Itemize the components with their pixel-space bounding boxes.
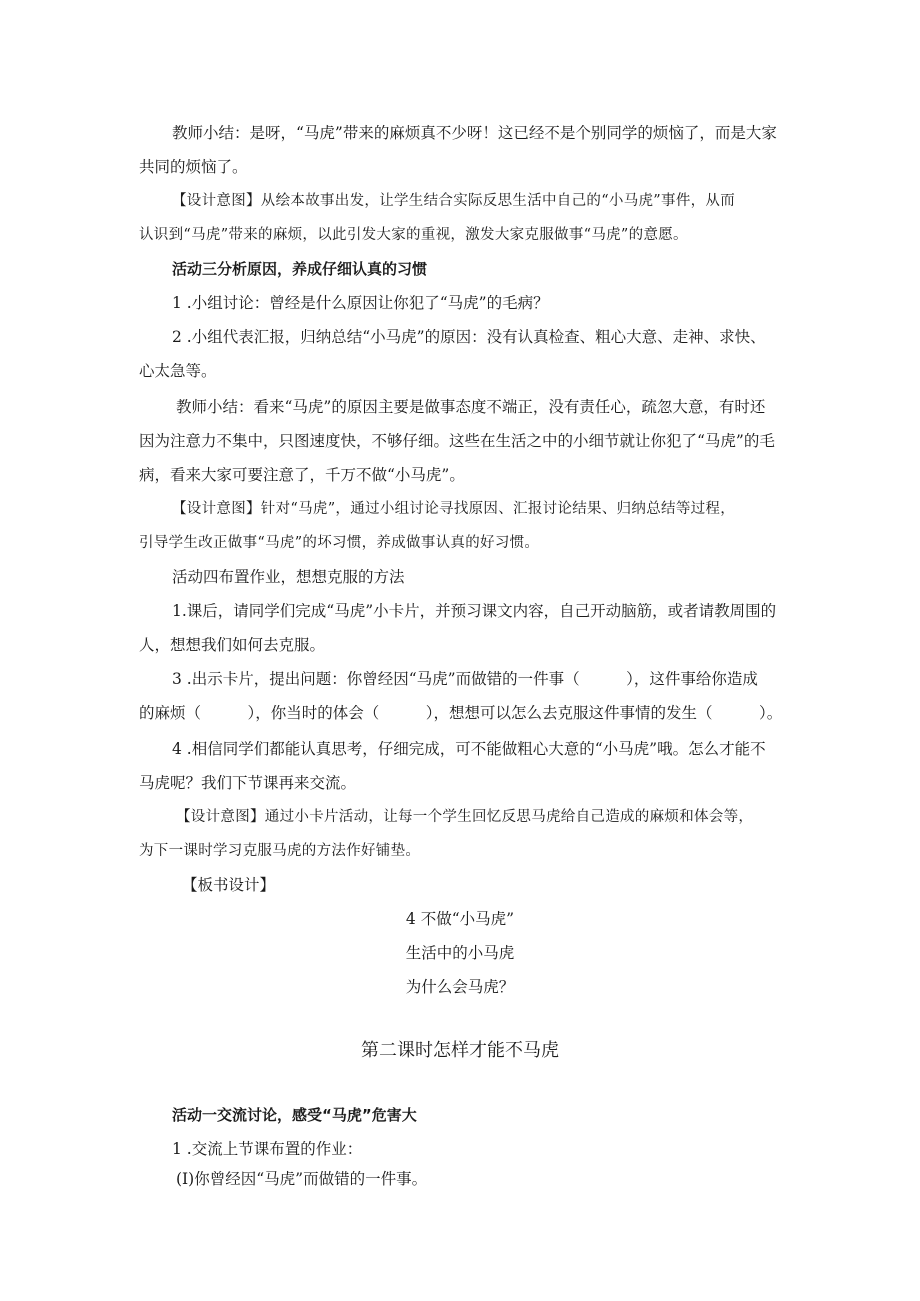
activity-4-item-1-line2: 人，想想我们如何去克服。 (139, 636, 326, 654)
lesson-2-title: 第二课时怎样才能不马虎 (361, 1040, 559, 1061)
design-intent-1-line1: 【设计意图】从绘本故事出发，让学生结合实际反思生活中自己的“小马虎”事件，从而 (172, 193, 736, 209)
board-title: 4 不做“小马虎” (405, 910, 515, 928)
activity-4-item-1-line1: 1.课后，请同学们完成“马虎”小卡片，并预习课文内容，自己开动脑筋，或者请教周围的 (172, 602, 777, 620)
lesson-2-item-1-sub: (I)你曾经因“马虎”而做错的一件事。 (176, 1170, 428, 1188)
activity-3-item-2-line1: 2 .小组代表汇报，归纳总结“小马虎”的原因：没有认真检查、粗心大意、走神、求快、 (172, 328, 766, 346)
activity-3-item-2-line2: 心太急等。 (139, 362, 217, 380)
activity-4-item-3-line1: 3 .出示卡片，提出问题：你曾经因“马虎”而做错的一件事（ ），这件事给你造成 (172, 670, 758, 688)
teacher-summary-2-line2: 因为注意力不集中，只图速度快，不够仔细。这些在生活之中的小细节就让你犯了“马虎”的毛 (139, 432, 775, 450)
teacher-summary-1-line2: 共同的烦恼了。 (139, 158, 248, 176)
design-intent-2-line2: 引导学生改正做事“马虎”的坏习惯，养成做事认真的好习惯。 (139, 535, 540, 551)
teacher-summary-2-line1: 教师小结：看来“马虎”的原因主要是做事态度不端正，没有责任心，疏忽大意，有时还 (176, 398, 766, 416)
activity-3-item-1: 1 .小组讨论：曾经是什么原因让你犯了“马虎”的毛病？ (172, 294, 549, 312)
activity-4-item-4-line2: 马虎呢？我们下节课再来交流。 (139, 774, 357, 792)
lesson-2-item-1: 1 .交流上节课布置的作业： (172, 1140, 363, 1158)
activity-4-item-4-line1: 4 .相信同学们都能认真思考，仔细完成，可不能做粗心大意的“小马虎”哦。怎么才能不 (172, 740, 766, 758)
design-intent-3-line2: 为下一课时学习克服马虎的方法作好铺垫。 (139, 843, 421, 859)
teacher-summary-1-line1: 教师小结：是呀，“马虎”带来的麻烦真不少呀！这已经不是个别同学的烦恼了，而是大家 (172, 124, 777, 142)
board-line-1: 生活中的小马虎 (405, 944, 515, 962)
design-intent-3-line1: 【设计意图】通过小卡片活动，让每一个学生回忆反思马虎给自己造成的麻烦和体会等， (176, 809, 754, 825)
lesson-2-activity-1-heading: 活动一交流讨论，感受“马虎”危害大 (172, 1106, 417, 1124)
board-line-2: 为什么会马虎？ (405, 978, 515, 996)
teacher-summary-2-line3: 病，看来大家可要注意了，千万不做“小马虎”。 (139, 466, 465, 484)
activity-3-heading: 活动三分析原因，养成仔细认真的习惯 (172, 260, 428, 278)
design-intent-2-line1: 【设计意图】针对“马虎”，通过小组讨论寻找原因、汇报讨论结果、归纳总结等过程， (172, 501, 736, 517)
activity-4-heading: 活动四布置作业，想想克服的方法 (172, 568, 405, 586)
board-design-label: 【板书设计】 (182, 876, 276, 894)
design-intent-1-line2: 认识到“马虎”带来的麻烦，以此引发大家的重视，激发大家克服做事“马虎”的意愿。 (139, 227, 688, 243)
activity-4-item-3-line2: 的麻烦（ ），你当时的体会（ ），想想可以怎么去克服这件事情的发生（ ）。 (139, 704, 783, 722)
